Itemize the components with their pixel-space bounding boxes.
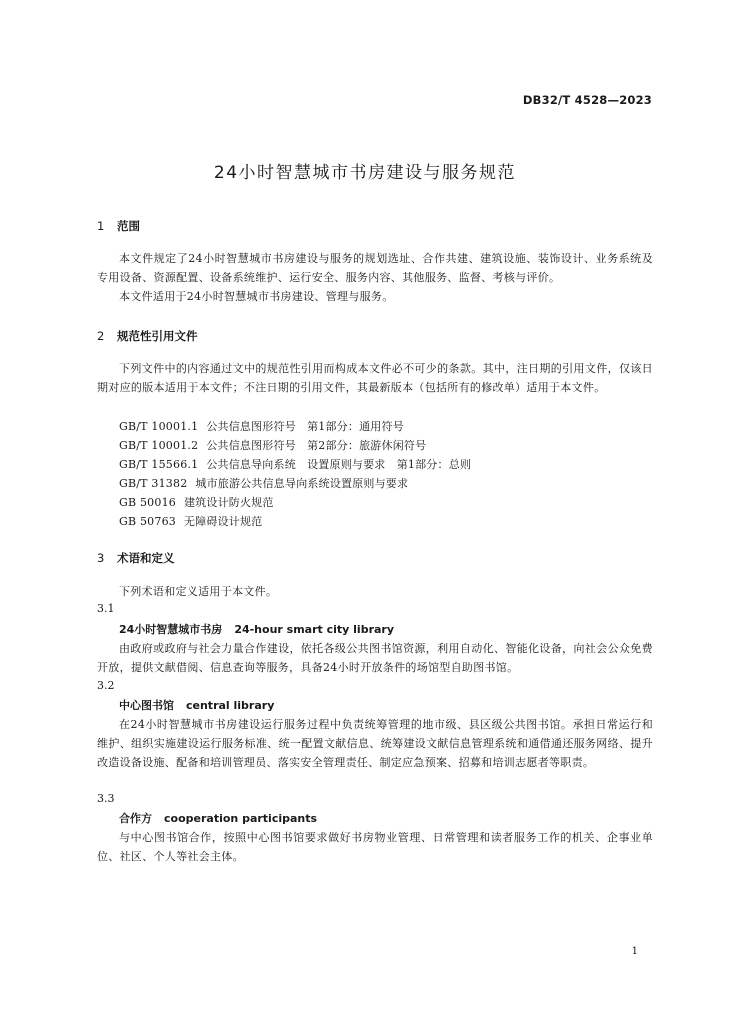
term-zh: 中心图书馆 [119, 699, 174, 712]
term-definition: 由政府或政府与社会力量合作建设，依托各级公共图书馆资源，利用自动化、智能化设备，向社会公众免费开放，提供文献借阅、信息查询等服务，具备24小时开放条件的场馆型自助图书馆。 [97, 642, 653, 674]
term-en: cooperation participants [164, 812, 318, 825]
term-heading [119, 810, 317, 826]
term-number: 3.1 [97, 602, 115, 615]
reference-code: GB 50763 [119, 515, 176, 528]
term-heading [119, 697, 274, 713]
section-2-heading [97, 328, 198, 344]
reference-item [119, 418, 404, 434]
section-title: 术语和定义 [117, 551, 175, 565]
section-title: 范围 [117, 219, 140, 233]
term-number: 3.3 [97, 792, 115, 805]
reference-code: GB 50016 [119, 496, 176, 509]
term-en: 24-hour smart city library [234, 623, 395, 636]
reference-name: 公共信息图形符号 第2部分：旅游休闲符号 [206, 439, 427, 452]
reference-name: 公共信息图形符号 第1部分：通用符号 [206, 420, 404, 433]
reference-code: GB/T 10001.2 [119, 439, 199, 452]
term-zh: 合作方 [119, 812, 152, 825]
document-title: 24小时智慧城市书房建设与服务规范 [213, 163, 517, 183]
term-definition: 在24小时智慧城市书房建设运行服务过程中负责统筹管理的地市级、县区级公共图书馆。承担日常运行和维护、组织实施建设运行服务标准、统一配置文献信息、统筹建设文献信息管理系统和通借通还服务网络、提升改造设备设施、配备和培训管理员、落实安全管理责任、制定应急预案、招募和培训志愿者等职责。 [97, 718, 653, 769]
reference-item [119, 437, 426, 453]
term-en: central library [186, 699, 275, 712]
reference-name: 城市旅游公共信息导向系统设置原则与要求 [195, 477, 409, 490]
section-2-paragraph-1: 下列文件中的内容通过文中的规范性引用而构成本文件必不可少的条款。其中，注日期的引用文件，仅该日期对应的版本适用于本文件；不注日期的引用文件，其最新版本（包括所有的修改单）适用于本文件。 [97, 362, 653, 394]
section-3-heading [97, 550, 175, 566]
section-1-heading [97, 218, 140, 234]
standard-code: DB32/T 4528—2023 [522, 93, 652, 107]
section-title: 规范性引用文件 [117, 329, 198, 343]
section-1-paragraph-2: 本文件适用于24小时智慧城市书房建设、管理与服务。 [119, 290, 394, 303]
term-definition: 与中心图书馆合作，按照中心图书馆要求做好书房物业管理、日常管理和读者服务工作的机关、企事业单位、社区、个人等社会主体。 [97, 831, 653, 863]
term-zh: 24小时智慧城市书房 [119, 623, 223, 636]
reference-code: GB/T 31382 [119, 477, 188, 490]
section-number: 3 [97, 551, 105, 565]
reference-name: 无障碍设计规范 [183, 515, 263, 528]
reference-name: 公共信息导向系统 设置原则与要求 第1部分：总则 [206, 458, 472, 471]
reference-code: GB/T 15566.1 [119, 458, 199, 471]
page-number: 1 [631, 946, 638, 957]
section-number: 2 [97, 329, 105, 343]
reference-item [119, 456, 471, 472]
section-number: 1 [97, 219, 105, 233]
section-1-paragraph-1: 本文件规定了24小时智慧城市书房建设与服务的规划选址、合作共建、建筑设施、装饰设计、业务系统及专用设备、资源配置、设备系统维护、运行安全、服务内容、其他服务、监督、考核与评价。 [97, 252, 653, 284]
term-heading [119, 621, 394, 637]
reference-item [119, 513, 262, 529]
reference-item [119, 494, 274, 510]
term-number: 3.2 [97, 679, 115, 692]
reference-code: GB/T 10001.1 [119, 420, 199, 433]
section-3-paragraph-1: 下列术语和定义适用于本文件。 [119, 585, 278, 598]
reference-item [119, 475, 408, 491]
reference-name: 建筑设计防火规范 [183, 496, 274, 509]
